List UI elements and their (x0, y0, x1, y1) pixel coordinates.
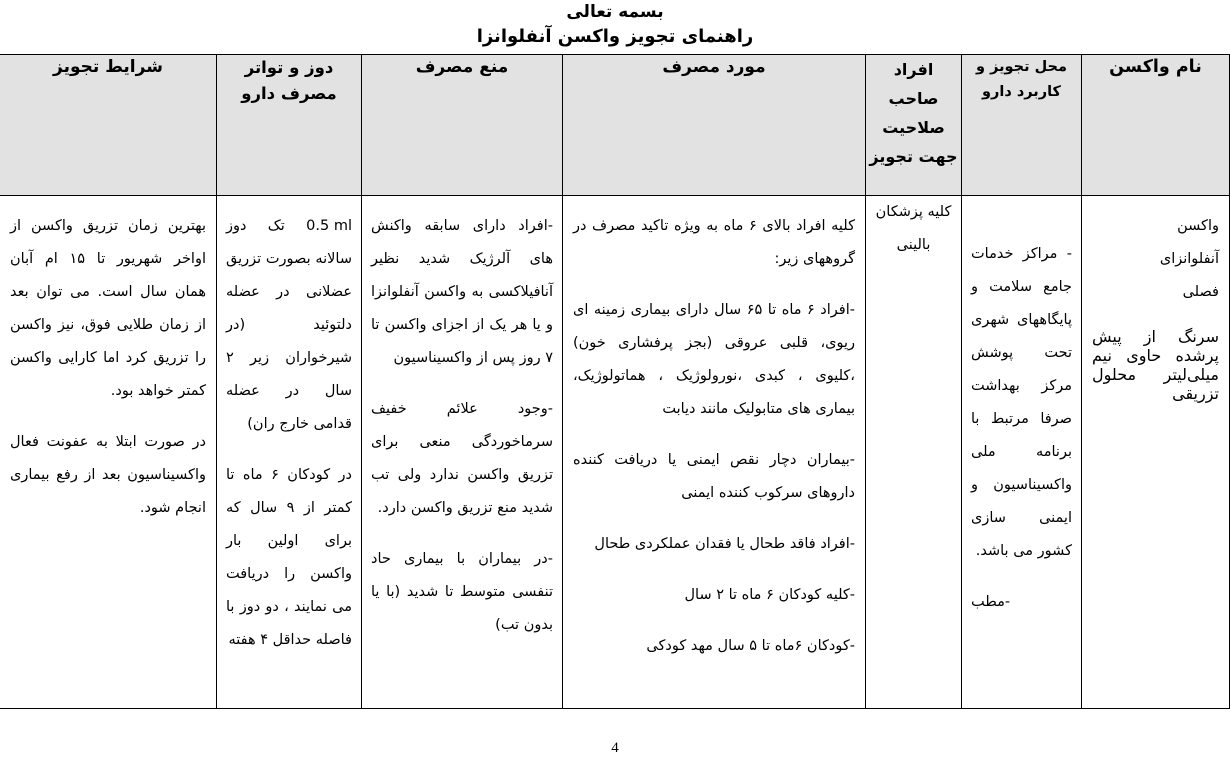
column-header-conditions (0, 55, 217, 196)
cell-vaccine-name (1082, 196, 1230, 709)
indications-intro: کلیه افراد بالای ۶ ماه به ویژه تاکید مصرف در گروههای زیر: (573, 218, 855, 267)
cell-dose (217, 196, 362, 709)
contraindications-item-1: -افراد دارای سابقه واکنش های آلرژیک شدید نظیر آنافیلاکسی به واکسن آنفلوانزا و یا هر یک از اجزای واکسن تا ۷ روز پس از واکسیناسیون (371, 218, 553, 366)
column-header-authorized-people-line-4: جهت تجویز (869, 147, 958, 166)
contraindications-item-2: -وجود علائم خفیف سرماخوردگی منعی برای تزریق واکسن ندارد ولی تب شدید منع تزریق واکسن دارد. (371, 401, 553, 516)
column-header-dose-line-2: مصرف دارو (241, 84, 337, 103)
cell-place-of-use (962, 196, 1082, 709)
cell-conditions (0, 196, 217, 709)
indications-item-3: -افراد فاقد طحال یا فقدان عملکردی طحال (594, 536, 855, 552)
dose-amount-value: 0.5 ml (306, 218, 352, 234)
cell-indications (563, 196, 866, 709)
vaccine-presentation-text: سرنگ از پیش پرشده حاوی نیم میلی‌لیتر محلول تزریقی (1092, 327, 1219, 403)
column-header-place-of-use-line-2: کاربرد دارو (982, 84, 1061, 100)
column-header-indications (563, 55, 866, 196)
dose-item-2: در کودکان ۶ ماه تا کمتر از ۹ سال که برای اولین بار واکسن را دریافت می نمایند ، دو دوز با فاصله حداقل ۴ هفته (226, 467, 352, 648)
contraindications-item-3: -در بیماران با بیماری حاد تنفسی متوسط تا شدید (با یا بدون تب) (371, 551, 553, 633)
indications-item-5: -کودکان ۶ماه تا ۵ سال مهد کودکی (646, 638, 855, 654)
column-header-authorized-people-line-2: صاحب (888, 89, 939, 108)
column-header-authorized-people (866, 55, 962, 196)
column-header-contraindications (362, 55, 563, 196)
column-header-authorized-people-line-1: افراد (893, 60, 934, 79)
cell-contraindications (362, 196, 563, 709)
indications-item-2: -بیماران دچار نقص ایمنی یا دریافت کننده داروهای سرکوب کننده ایمنی (573, 452, 855, 501)
column-header-dose (217, 55, 362, 196)
vaccine-name-line-2: آنفلوانزای (1159, 251, 1219, 267)
page-title: راهنمای تجویز واکسن آنفلوانزا (476, 26, 754, 47)
page-footer (0, 737, 1230, 757)
column-header-authorized-people-line-3: صلاحیت (882, 118, 945, 137)
vaccine-name-line-1: واکسن (1177, 218, 1219, 234)
column-header-contraindications-label: منع مصرف (415, 57, 509, 77)
vaccine-name-line-3: فصلی (1182, 284, 1219, 300)
column-header-place-of-use (962, 55, 1082, 196)
conditions-item-2: در صورت ابتلا به عفونت فعال واکسیناسیون بعد از رفع بیماری انجام شود. (10, 434, 206, 516)
place-of-use-item-2: -مطب (971, 594, 1011, 610)
dose-item-1 (226, 210, 352, 441)
document-title-block (0, 0, 1230, 49)
authorized-people-value: کلیه پزشکان بالینی (875, 204, 952, 253)
column-header-place-of-use-line-1: محل تجویز و (976, 59, 1067, 75)
conditions-item-1: بهترین زمان تزریق واکسن از اواخر شهریور تا ۱۵ ام آبان همان سال است. می توان بعد از زمان طلایی فوق، نیز واکسن را تزریق کرد اما کارایی واکسن کمتر خواهد بود. (10, 218, 206, 399)
indications-item-4: -کلیه کودکان ۶ ماه تا ۲ سال (684, 587, 855, 603)
cell-authorized-people (866, 196, 962, 709)
column-header-indications-label: مورد مصرف (662, 57, 766, 77)
column-header-vaccine-name-label: نام واکسن (1109, 57, 1202, 77)
column-header-vaccine-name (1082, 55, 1230, 196)
place-of-use-item-1: - مراکز خدمات جامع سلامت و پایگاههای شهری تحت پوشش مرکز بهداشت صرفا مرتبط با برنامه ملی واکسیناسیون و ایمنی سازی کشور می باشد. (971, 246, 1072, 559)
dose-item-1-text: تک دوز سالانه بصورت تزریق عضلانی در عضله دلتوئید (در شیرخواران زیر ۲ سال در عضله قدامی خارج ران) (226, 218, 352, 432)
column-header-conditions-label: شرایط تجویز (53, 57, 163, 77)
table-row (0, 196, 1230, 709)
invocation-title: بسمه تعالی (566, 2, 664, 22)
column-header-dose-line-1: دوز و تواتر (244, 58, 334, 77)
vaccine-guideline-table (0, 54, 1230, 709)
table-header-row (0, 55, 1230, 196)
page-number: 4 (611, 740, 619, 756)
indications-item-1: -افراد ۶ ماه تا ۶۵ سال دارای بیماری زمینه ای ریوی، قلبی عروقی (بجز پرفشاری خون) ،کلیوی ، کبدی ،نورولوژیک ، هماتولوژیک، بیماری های متابولیک مانند دیابت (573, 302, 855, 417)
